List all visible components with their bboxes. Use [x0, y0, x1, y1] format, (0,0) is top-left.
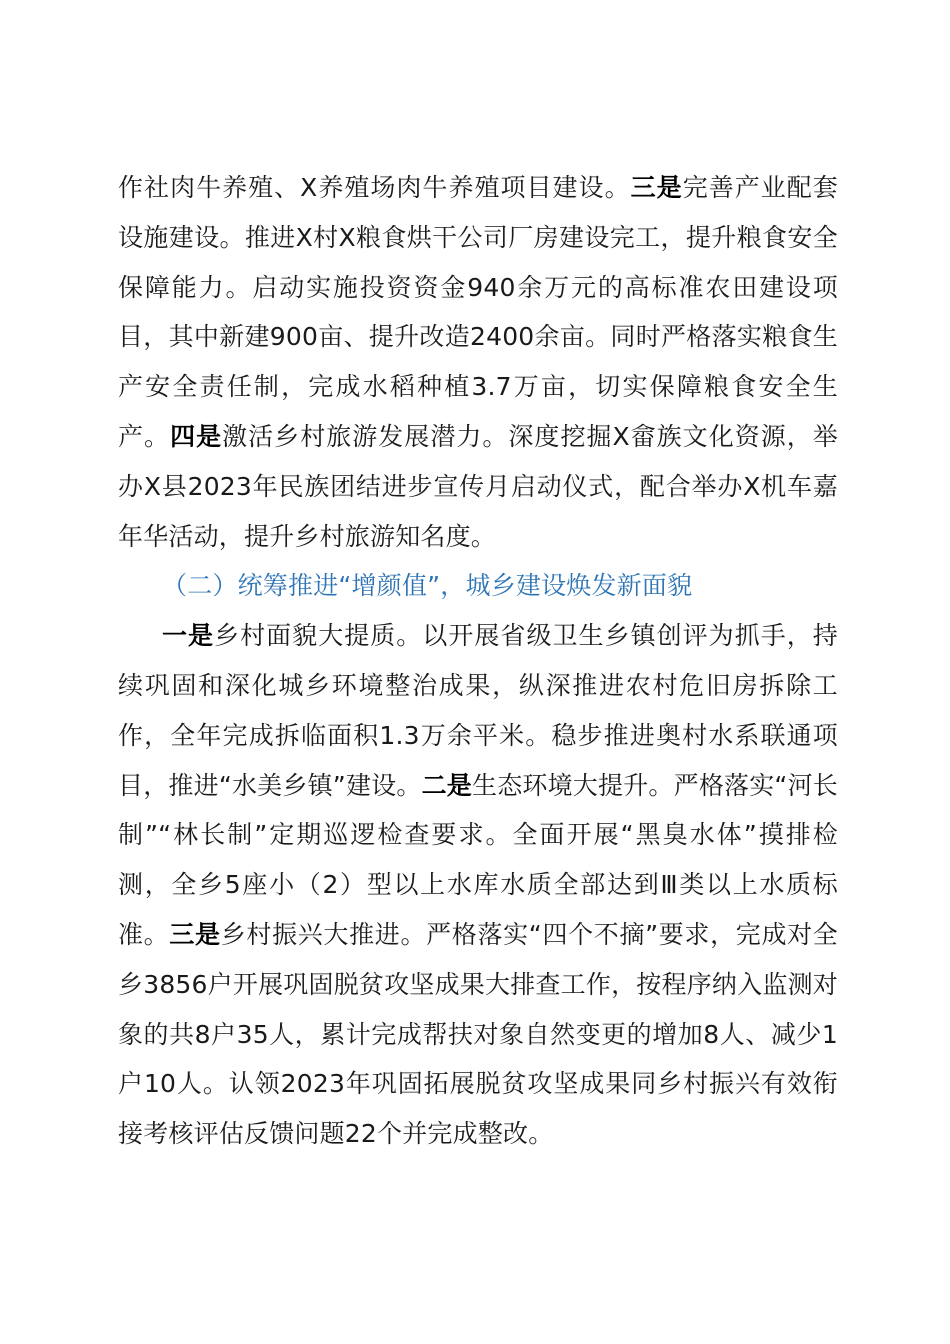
paragraph-text: 激活乡村旅游发展潜力。深度挖掘X畲族文化资源，举办X县2023年民族团结进步宣传月启动仪式，配合举办X机车嘉年华活动，提升乡村旅游知名度。	[118, 421, 839, 551]
paragraph-text: 生态环境大提升。严格落实“河长制”“林长制”定期巡逻检查要求。全面开展“黑臭水体”摸排检测，全乡5座小（2）型以上水库水质全部达到Ⅲ类以上水质标准。	[118, 770, 838, 949]
paragraph-urban-rural	[118, 611, 838, 1159]
paragraph-text: 作社肉牛养殖、X养殖场肉牛养殖项目建设。	[118, 173, 631, 202]
paragraph-industry	[118, 163, 838, 561]
paragraph-text: 乡村振兴大推进。严格落实“四个不摘”要求，完成对全乡3856户开展巩固脱贫攻坚成果大排查工作，按程序纳入监测对象的共8户35人，累计完成帮扶对象自然变更的增加8人、减少1户10人。认领2023年巩固拓展脱贫攻坚成果同乡村振兴有效衔接考核评估反馈问题22个并完成整改。	[118, 919, 839, 1149]
paragraph-text: 完善产业配套设施建设。推进X村X粮食烘干公司厂房建设完工，提升粮食安全保障能力。启动实施投资资金940余万元的高标准农田建设项目，其中新建900亩、提升改造2400余亩。同时严格落实粮食生产安全责任制，完成水稻种植3.7万亩，切实保障粮食安全生产。	[118, 173, 839, 451]
bold-marker: 三是	[630, 173, 683, 202]
paragraph-text: 乡村面貌大提质。以开展省级卫生乡镇创评为抓手，持续巩固和深化城乡环境整治成果，纵深推进农村危旧房拆除工作，全年完成拆临面积1.3万余平米。稳步推进奥村水系联通项目，推进“水美乡镇”建设。	[118, 621, 838, 800]
document-body	[118, 163, 838, 1159]
bold-marker: 一是	[162, 621, 215, 651]
bold-marker: 四是	[170, 421, 223, 451]
bold-marker: 二是	[421, 770, 472, 800]
section-heading: （二）统筹推进“增颜值”，城乡建设焕发新面貌	[162, 571, 693, 601]
bold-marker: 三是	[169, 919, 221, 949]
